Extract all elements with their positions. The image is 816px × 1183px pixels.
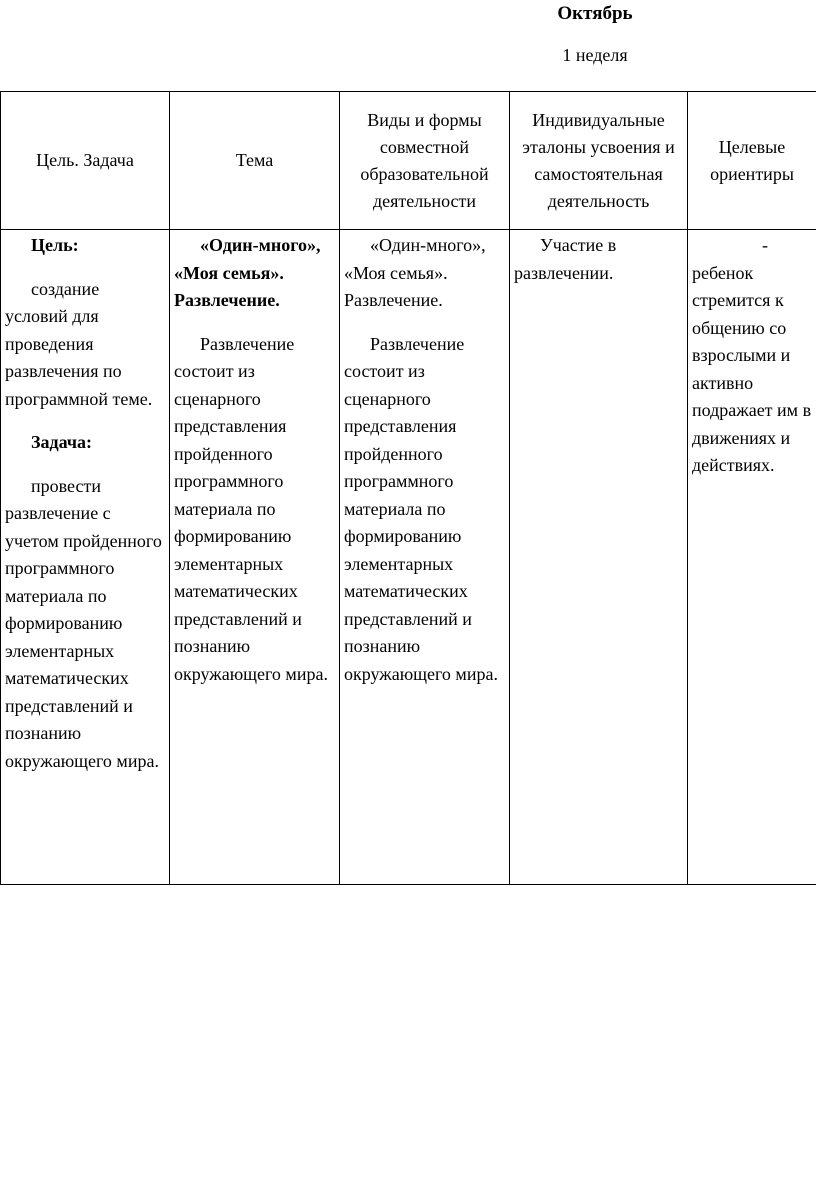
targets-cell <box>688 230 816 885</box>
forms-text: Развлечение состоит из сценарного представления пройденного программного материала по формированию элементарных математических представлений и познанию окружающего мира. <box>344 333 498 684</box>
targets-text: ребенок стремится к общению со взрослыми и активно подражает им в движениях и действиях. <box>692 262 812 475</box>
goal-text: создание условий для проведения развлечения по программной теме. <box>5 278 153 409</box>
individual-cell <box>510 230 688 885</box>
table-header-row <box>1 92 816 230</box>
forms-title: «Один-много», «Моя семья». Развлечение. <box>344 235 486 310</box>
topic-cell <box>170 230 340 885</box>
goal-cell <box>1 230 170 885</box>
topic-title: «Один-много», «Моя семья». Развлечение. <box>174 235 321 310</box>
topic-text: Развлечение состоит из сценарного представления пройденного программного материала по формированию элементарных математических представлений и познанию окружающего мира. <box>174 333 328 684</box>
goal-label: Цель: <box>31 235 79 255</box>
forms-cell <box>340 230 510 885</box>
targets-dash: - <box>762 235 768 255</box>
week-subtitle: 1 неделя <box>562 45 628 65</box>
task-text: провести развлечение с учетом пройденного программного материала по формированию элементарных математических представлений и познанию окружающего мира. <box>5 475 162 771</box>
table-row <box>1 230 816 885</box>
column-header-topic: Тема <box>170 92 340 230</box>
individual-text: Участие в развлечении. <box>514 235 617 283</box>
task-label: Задача: <box>31 432 93 452</box>
column-header-goal: Цель. Задача <box>1 92 170 230</box>
column-header-forms: Виды и формы совместной образовательной деятельности <box>340 92 510 230</box>
plan-table <box>0 91 816 885</box>
column-header-individual: Индивидуальные эталоны усвоения и самостоятельная деятельность <box>510 92 688 230</box>
month-title: Октябрь <box>557 3 633 24</box>
column-header-targets: Целевые ориентиры <box>688 92 816 230</box>
